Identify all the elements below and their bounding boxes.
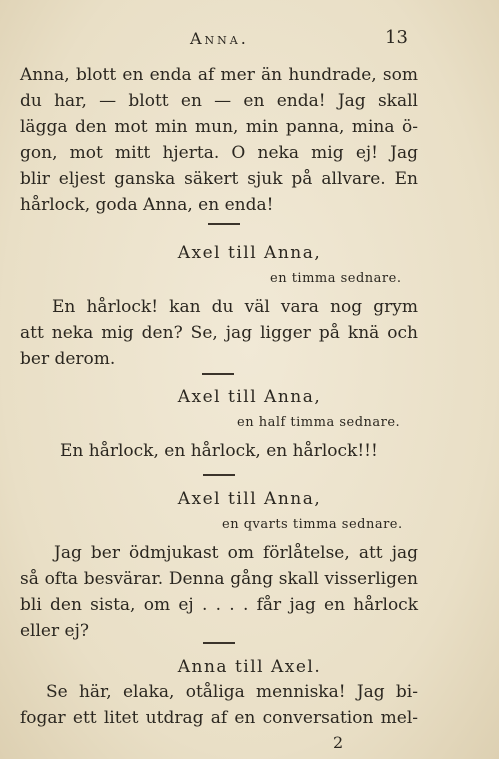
paragraph-4 — [20, 540, 418, 644]
section-rule — [203, 474, 235, 476]
text-line: Jag ber ödmjukast om förlåtelse, att jag — [54, 543, 418, 563]
text-line: eller ej? — [20, 621, 89, 641]
text-line: så ofta besvärar. Denna gång skall visserligen — [20, 569, 418, 589]
text-line: fogar ett litet utdrag af en conversation mel- — [20, 708, 418, 728]
text-line: hårlock, goda Anna, en enda! — [20, 195, 274, 215]
text-line: lägga den mot min mun, min panna, mina ö- — [20, 117, 418, 137]
text-line: du har, — blott en — en enda! Jag skall — [20, 91, 418, 111]
paragraph-5 — [20, 679, 418, 731]
text-line: gon, mot mitt hjerta. O neka mig ej! Jag — [20, 143, 418, 163]
text-line: En hårlock! kan du väl vara nog grym — [52, 297, 418, 317]
text-line: Se här, elaka, otåliga menniska! Jag bi- — [46, 682, 418, 702]
paragraph-3 — [60, 438, 420, 464]
running-head: Anna. — [190, 29, 249, 48]
letter-heading: Axel till Anna, — [177, 387, 322, 407]
letter-heading: Axel till Anna, — [177, 243, 322, 263]
paragraph-1 — [20, 62, 418, 218]
text-line: bli den sista, om ej . . . . får jag en hårlock — [20, 595, 418, 615]
letter-heading: Anna till Axel. — [177, 657, 322, 677]
text-line: En hårlock, en hårlock, en hårlock!!! — [60, 441, 378, 461]
section-rule — [208, 223, 240, 225]
text-line: blir eljest ganska säkert sjuk på allvare. En — [20, 169, 418, 189]
text-line: ber derom. — [20, 349, 116, 369]
text-line: Anna, blott en enda af mer än hundrade, som — [20, 65, 418, 85]
letter-timestamp: en qvarts timma sednare. — [222, 517, 403, 532]
letter-timestamp: en timma sednare. — [270, 271, 402, 286]
paragraph-2 — [20, 294, 418, 372]
text-line: att neka mig den? Se, jag ligger på knä och — [20, 323, 418, 343]
letter-heading: Axel till Anna, — [177, 489, 322, 509]
page-number: 13 — [385, 27, 408, 48]
letter-timestamp: en half timma sednare. — [237, 415, 401, 430]
signature-mark: 2 — [333, 733, 344, 752]
section-rule — [202, 373, 234, 375]
section-rule — [203, 642, 235, 644]
